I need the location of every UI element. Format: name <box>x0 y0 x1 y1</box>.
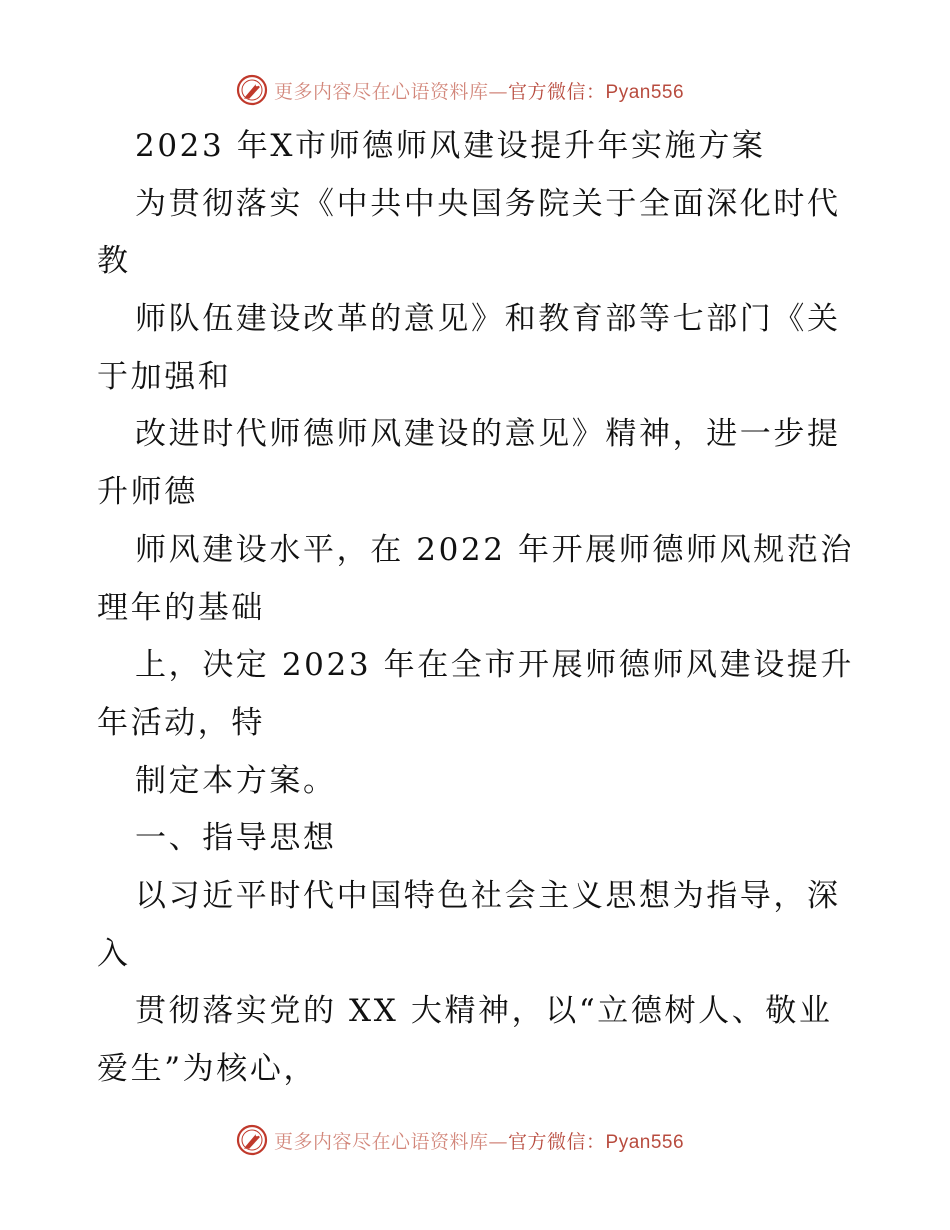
paragraph-line: 年活动，特 <box>97 704 265 741</box>
banner-text: 更多内容尽在心语资料库— <box>274 1130 509 1153</box>
paragraph-line: 上，决定 2023 年在全市开展师德师风建设提升 <box>135 647 854 684</box>
paragraph-line: 于加强和 <box>97 358 232 395</box>
paragraph-line: 改进时代师德师风建设的意见》精神，进一步提 <box>135 416 841 453</box>
paragraph-line: 贯彻落实党的 XX 大精神，以“立德树人、敬业 <box>135 993 833 1030</box>
paragraph-line: 升师德 <box>97 474 198 511</box>
pen-nib-seal-icon <box>236 74 268 106</box>
paragraph-line: 为贯彻落实《中共中央国务院关于全面深化时代 <box>135 185 841 222</box>
document-body <box>97 118 857 1099</box>
paragraph-line: 师队伍建设改革的意见》和教育部等七部门《关 <box>135 301 841 338</box>
document-title: 2023 年X市师德师风建设提升年实施方案 <box>135 128 766 164</box>
footer-banner[interactable] <box>236 1122 736 1158</box>
paragraph-line: 理年的基础 <box>97 589 265 626</box>
paragraph-line: 爱生”为核心， <box>97 1051 318 1087</box>
banner-wechat: 官方微信：Pyan556 <box>508 81 685 103</box>
paragraph-line: 制定本方案。 <box>135 762 337 799</box>
header-banner[interactable] <box>236 72 736 108</box>
paragraph-line: 入 <box>97 935 131 972</box>
paragraph-line: 师风建设水平，在 2022 年开展师德师风规范治 <box>135 531 854 568</box>
pen-nib-seal-icon <box>236 1124 268 1156</box>
banner-wechat: 官方微信：Pyan556 <box>508 1131 685 1153</box>
paragraph-line: 以习近平时代中国特色社会主义思想为指导，深 <box>135 877 841 914</box>
paragraph-line: 教 <box>97 243 131 280</box>
banner-text: 更多内容尽在心语资料库— <box>274 80 509 103</box>
section-heading: 一、指导思想 <box>135 820 337 857</box>
